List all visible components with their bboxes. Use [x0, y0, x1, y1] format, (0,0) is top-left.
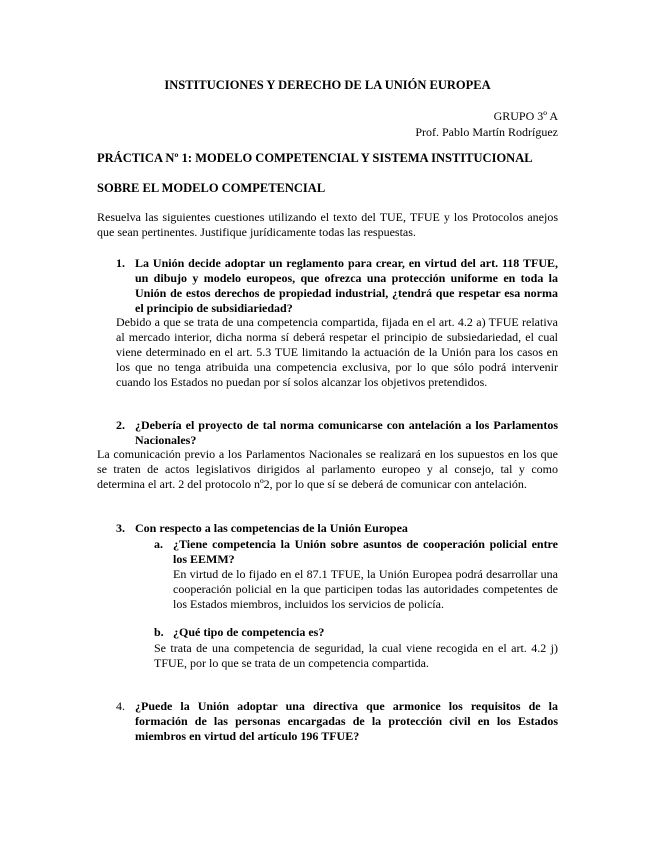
question-4-text: ¿Puede la Unión adoptar una directiva que armonice los requisitos de la formación de las personas encargadas de la protección civil en los Estados miembros en virtud del artículo 196 TFUE?	[135, 699, 558, 743]
question-3a-text: ¿Tiene competencia la Unión sobre asuntos de cooperación policial entre los EEMM?	[173, 537, 558, 566]
question-4-number: 4.	[116, 699, 125, 713]
question-1-text: La Unión decide adoptar un reglamento para crear, en virtud del art. 118 TFUE, un dibujo y modelo europeos, que ofrezca una protección uniforme en toda la Unión de estos derechos de propiedad industrial, ¿tendrá que respetar esa norma el principio de subsidiariedad?	[135, 256, 558, 315]
practice-title: PRÁCTICA Nº 1: MODELO COMPETENCIAL Y SISTEMA INSTITUCIONAL	[97, 151, 533, 165]
professor-label: Prof. Pablo Martín Rodríguez	[415, 125, 558, 139]
question-3b-text: ¿Qué tipo de competencia es?	[173, 625, 325, 639]
question-2-answer: La comunicación previo a los Parlamentos Nacionales se realizará en los supuestos en los que se traten de actos legislativos dirigidos al parlamento europeo y al consejo, tal y como determina el art. 2 del protocolo nº2, por lo que sí se deberá de comunicar con antelación.	[97, 447, 558, 491]
question-3b-letter: b.	[154, 625, 164, 639]
question-1-answer: Debido a que se trata de una competencia compartida, fijada en el art. 4.2 a) TFUE relativa al mercado interior, dicha norma sí deberá respetar el principio de subsiedariedad, el cual viene determinado en el art. 5.3 TUE limitando la actuación de la Unión para los casos en los que no tenga atribuida una competencia exclusiva, por lo que sólo podrá intervenir cuando los Estados no puedan por sí solos alcanzar los objetivos pretendidos.	[116, 315, 558, 389]
group-label: GRUPO 3º A	[493, 109, 558, 123]
question-3-text: Con respecto a las competencias de la Unión Europea	[135, 521, 408, 535]
question-2-text: ¿Debería el proyecto de tal norma comunicarse con antelación a los Parlamentos Nacionales?	[135, 418, 558, 447]
question-3a-answer: En virtud de lo fijado en el 87.1 TFUE, la Unión Europea podrá desarrollar una cooperación policial en la que participen todas las autoridades competentes de los Estados miembros, incluidos los servicios de policía.	[173, 567, 558, 611]
question-3-number: 3.	[116, 521, 125, 535]
document-title: INSTITUCIONES Y DERECHO DE LA UNIÓN EUROPEA	[164, 78, 491, 92]
question-3a-letter: a.	[154, 537, 163, 551]
question-1-number: 1.	[116, 256, 125, 270]
section-title: SOBRE EL MODELO COMPETENCIAL	[97, 181, 326, 195]
question-3b-answer: Se trata de una competencia de seguridad, la cual viene recogida en el art. 4.2 j) TFUE, por lo que se trata de un competencia compartida.	[154, 641, 558, 670]
question-2-number: 2.	[116, 418, 125, 432]
intro-paragraph: Resuelva las siguientes cuestiones utilizando el texto del TUE, TFUE y los Protocolos anejos que sean pertinentes. Justifique jurídicamente todas las respuestas.	[97, 210, 558, 239]
